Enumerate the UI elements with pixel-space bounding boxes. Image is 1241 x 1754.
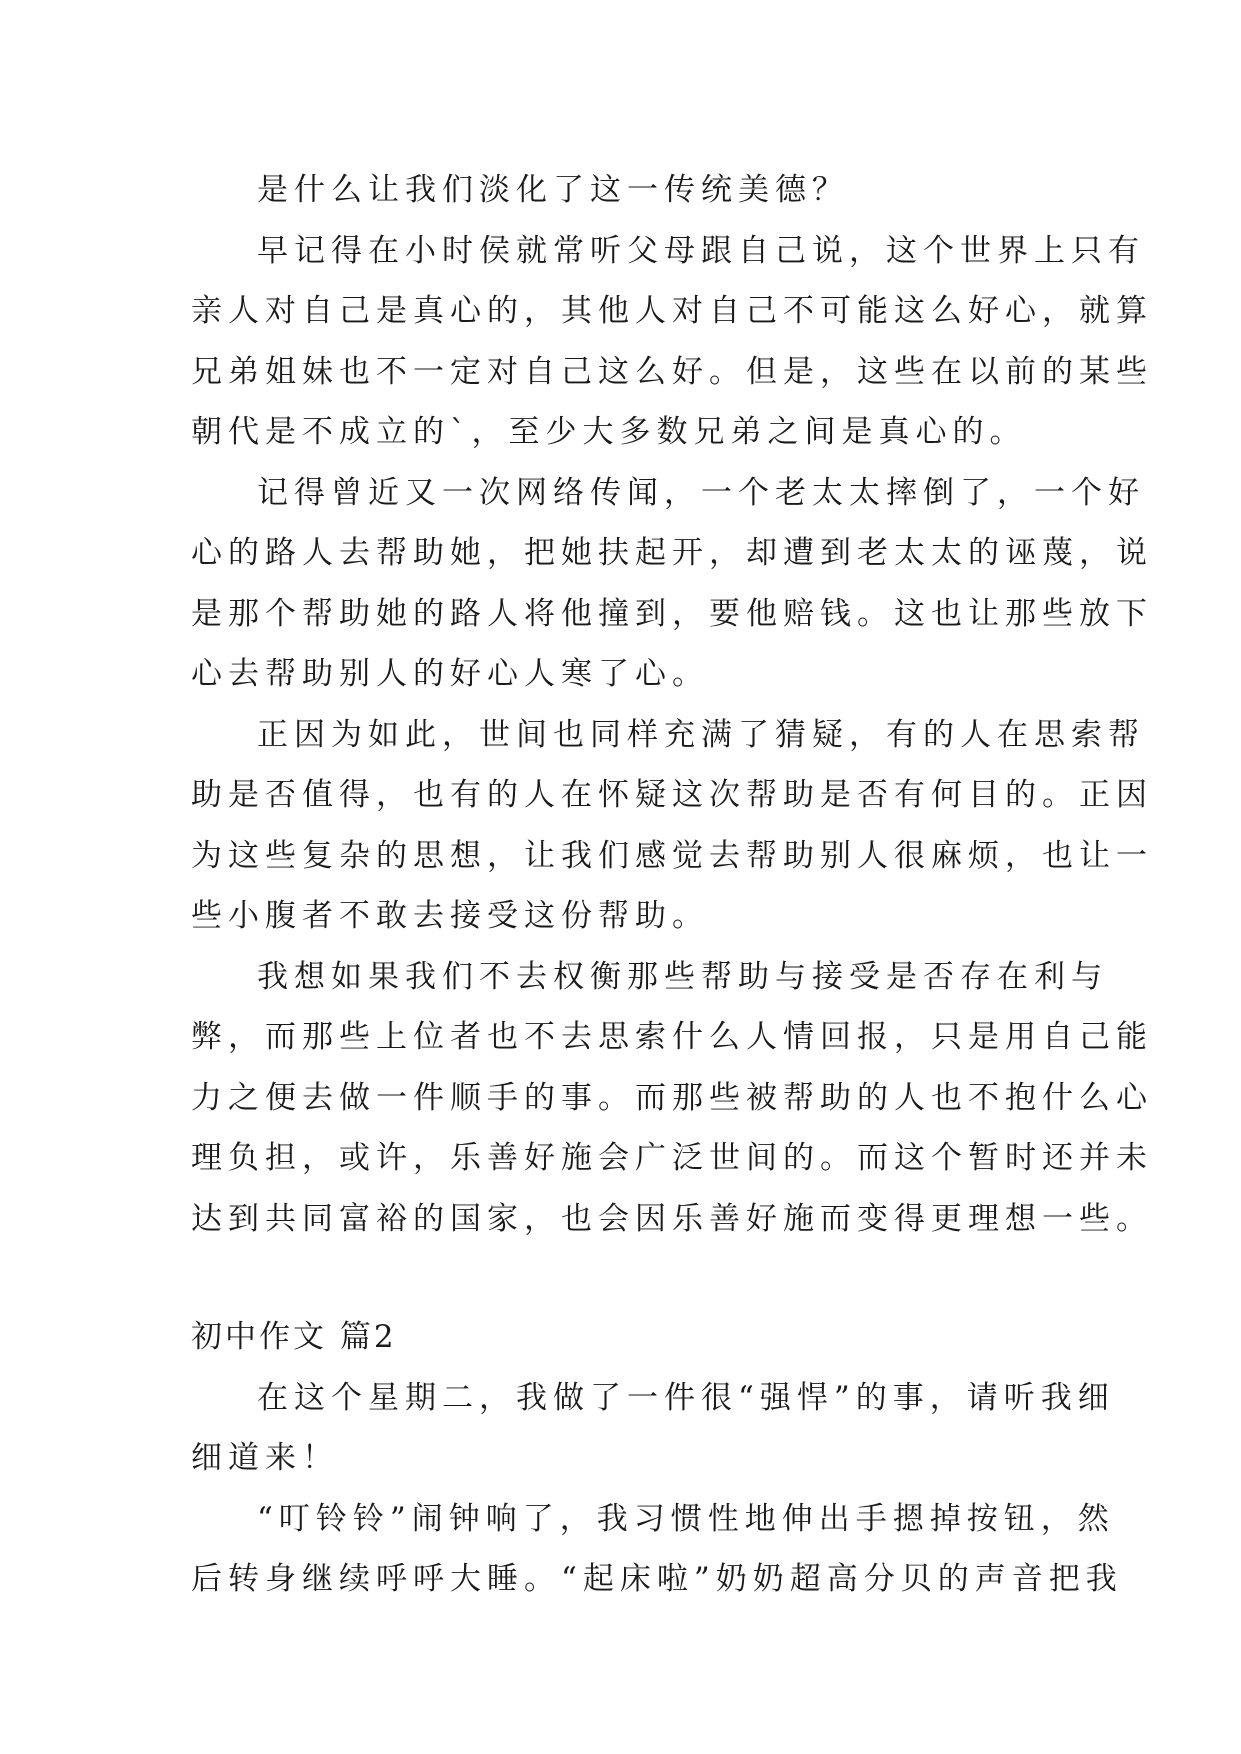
paragraph-line: 为这些复杂的思想，让我们感觉去帮助别人很麻烦，也让一	[191, 837, 1153, 874]
paragraph-line: 兄弟姐妹也不一定对自己这么好。但是，这些在以前的某些	[191, 353, 1153, 390]
paragraph-line: 些小腹者不敢去接受这份帮助。	[191, 898, 709, 934]
paragraph-line: 心的路人去帮助她，把她扶起开，却遭到老太太的诬蔑，说	[191, 535, 1153, 571]
paragraph-line: 力之便去做一件顺手的事。而那些被帮助的人也不抱什么心	[191, 1079, 1153, 1116]
essay-text	[191, 160, 1153, 1610]
paragraph-line: 弊，而那些上位者也不去思索什么人情回报，只是用自己能	[191, 1019, 1153, 1055]
paragraph-line: 细道来！	[191, 1440, 339, 1476]
paragraph-line: 后转身继续呼呼大睡。“起床啦”奶奶超高分贝的声音把我	[191, 1561, 1123, 1597]
paragraph-line: 在这个星期二，我做了一件很“强悍”的事，请听我细	[257, 1379, 1115, 1416]
paragraph-line: 朝代是不成立的`，至少大多数兄弟之间是真心的。	[191, 414, 1027, 450]
paragraph-line: 亲人对自己是真心的，其他人对自己不可能这么好心，就算	[191, 293, 1153, 329]
paragraph-line: 理负担，或许，乐善好施会广泛世间的。而这个暂时还并未	[191, 1140, 1153, 1176]
paragraph-line: 我想如果我们不去权衡那些帮助与接受是否存在利与	[257, 958, 1108, 995]
paragraph-line: 记得曾近又一次网络传闻，一个老太太摔倒了，一个好	[257, 474, 1145, 511]
paragraph-line: 正因为如此，世间也同样充满了猜疑，有的人在思索帮	[257, 716, 1145, 753]
paragraph-line: 是什么让我们淡化了这一传统美德？	[257, 172, 849, 208]
paragraph-line: 是那个帮助她的路人将他撞到，要他赔钱。这也让那些放下	[191, 595, 1153, 632]
paragraph-line: “叮铃铃”闹钟响了，我习惯性地伸出手摁掉按钮，然	[257, 1500, 1115, 1537]
paragraph-line: 早记得在小时侯就常听父母跟自己说，这个世界上只有	[257, 232, 1145, 269]
paragraph-line: 助是否值得，也有的人在怀疑这次帮助是否有何目的。正因	[191, 777, 1153, 813]
paragraph-line: 心去帮助别人的好心人寒了心。	[191, 656, 709, 692]
section-gap	[191, 1249, 1091, 1307]
section-heading: 初中作文 篇2	[191, 1319, 397, 1355]
paragraph-line: 达到共同富裕的国家，也会因乐善好施而变得更理想一些。	[191, 1200, 1153, 1237]
